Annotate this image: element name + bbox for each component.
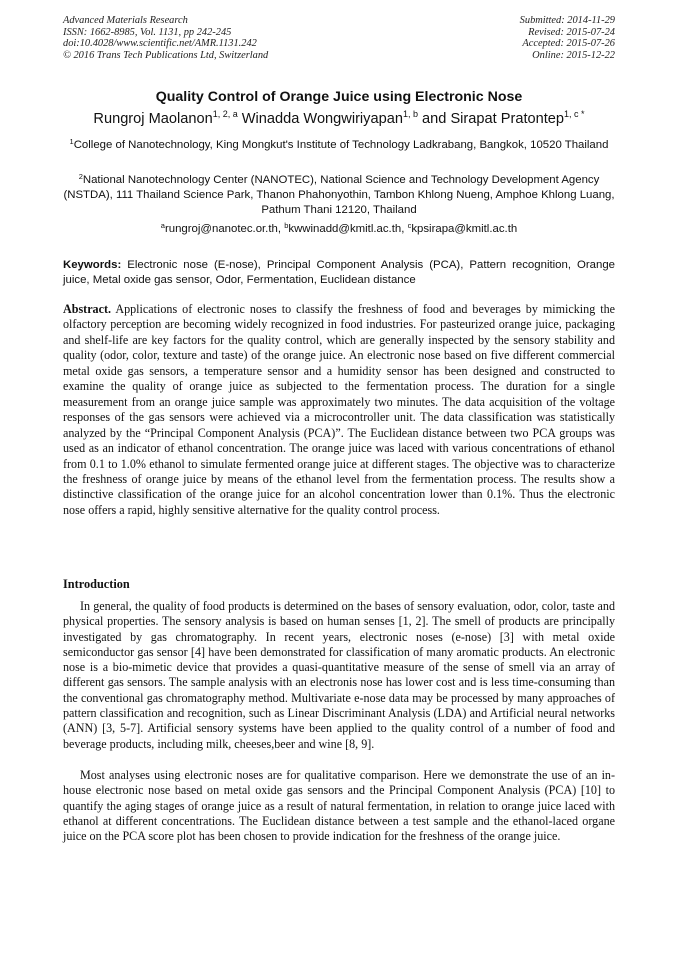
affiliation-sup: 1: [69, 137, 74, 146]
author-name: Sirapat Pratontep: [450, 111, 565, 127]
affiliation-sup: 2: [78, 172, 83, 181]
submitted-date: Submitted: 2014-11-29: [519, 15, 615, 26]
dates-header: [520, 15, 615, 61]
author-affil-sup: 1, b: [402, 109, 418, 119]
copyright-line: © 2016 Trans Tech Publications Ltd, Switzerland: [63, 49, 269, 61]
keywords-text: Electronic nose (E-nose), Principal Component Analysis (PCA), Pattern recognition, Orange juice, Metal oxide gas sensor, Odor, Fermentation, Euclidean distance: [63, 259, 616, 286]
affiliation-1: [63, 138, 615, 153]
affiliation-2: [63, 173, 615, 217]
introduction-heading: Introduction: [63, 577, 130, 591]
author-name: Rungroj Maolanon: [93, 111, 213, 127]
author-affil-sup: 1, c *: [564, 109, 585, 119]
email-link[interactable]: rungroj@nanotec.or.th,: [164, 223, 282, 235]
affiliation-text: National Nanotechnology Center (NANOTEC), National Science and Technology Development Agency (NSTDA), 111 Thailand Science Park, Thanon Phahonyothin, Tambon Khlong Nueng, Amphoe Khlong Luang, Pathum Thani 12120, Thailand: [63, 174, 615, 216]
abstract-text: Applications of electronic noses to classify the freshness of food and beverages by mimicking the olfactory perception are becoming widely recognized in food industries. For pasteurized orange juice, packaging and shelf-life are key factors for the quality control, which are generally inspected by the sensory stability and quality (odor, color, texture and taste) of the orange juice. An electronic nose based on five different commercial metal oxide gas sensors, a temperature sensor and a humidity sensor has been designed and constructed to examine the quality of orange juice as subjected to the fermentation process. The duration for a single measurement from an orange juice sample was approximately two minutes. The data acquisition of the voltage responses of the gas sensors were achieved via a microcontroller unit. The data classification was statistically analyzed by the “Principal Component Analysis (PCA)”. The Euclidean distance between two PCA groups was used as an indicator of ethanol concentration. The orange juice was laced with various concentrations of ethanol from 0.1 to 1.0% ethanol to simulate fermented orange juice at different stages. The objective was to characterize the freshness of orange juice by means of the ethanol level from the fermentation process. The results show a distinctive classification of the orange juice for an alcohol concentration lower than 0.1%. Thus the electronic nose offers a rapid, highly sensitive alternative for the quality control process.: [63, 302, 616, 517]
journal-name: Advanced Materials Research: [63, 15, 188, 26]
revised-date: Revised: 2015-07-24: [528, 26, 615, 38]
issn-line: ISSN: 1662-8985, Vol. 1131, pp 242-245: [63, 26, 232, 38]
abstract-block: [63, 302, 615, 518]
online-date: Online: 2015-12-22: [532, 49, 615, 61]
author-connector: and: [422, 111, 447, 127]
email-link[interactable]: kwwinadd@kmitl.ac.th,: [288, 223, 405, 235]
email-sup: a: [160, 221, 165, 230]
email-list: [63, 223, 615, 235]
author-list: [40, 111, 638, 127]
intro-paragraph-1: In general, the quality of food products is determined on the bases of sensory evaluation, odor, color, taste and physical properties. The sensory analysis is based on human senses [1, 2]. The smell of products are principally investigated by gas chromatography. In recent years, electronic noses (e-nose) [3] with metal oxide semiconductor gas sensor [4] have been demonstrated for classification of many aromatic products. An electronic nose is a bio-mimetic device that provides a quasi-quantitative measure of the sense of smell via an array of different gas sensors. The sample analysis with an electronis nose has lower cost and is less time-consuming than the conventional gas chromatography method. Multivariate e-nose data may be processed by many approaches of pattern classification and recognition, such as Linear Discriminant Analysis (LDA) and Artificial neural networks (ANN) [3, 5-7]. Artificial sensory systems have been applied to the quality control of a number of food and beverage products, including milk, cheeses,beer and wine [8, 9].: [63, 599, 615, 751]
paper-title: Quality Control of Orange Juice using Electronic Nose: [155, 89, 523, 105]
affiliation-text: College of Nanotechnology, King Mongkut's Institute of Technology Ladkrabang, Bangkok, 10520 Thailand: [73, 139, 609, 151]
doi-line: doi:10.4028/www.scientific.net/AMR.1131.242: [63, 38, 257, 49]
author-affil-sup: 1, 2, a: [212, 109, 238, 119]
accepted-date: Accepted: 2015-07-26: [522, 38, 615, 49]
email-sup: b: [284, 221, 289, 230]
intro-paragraph-2: Most analyses using electronic noses are for qualitative comparison. Here we demonstrate the use of an in-house electronic nose based on metal oxide gas sensors and the Principal Component Analysis (PCA) [10] to quantify the aging stages of orange juice as a result of natural fermentation, in relation to orange juice laced with ethanol at different concentrations. The Euclidean distance between a test sample and the ethanol-laced organe juice on the PCA score plot has been chosen to provide indication for the freshness of the orange juice.: [63, 768, 615, 844]
email-sup: c: [407, 221, 412, 230]
abstract-label: Abstract.: [63, 302, 112, 316]
keywords-block: [63, 258, 615, 288]
email-link[interactable]: kpsirapa@kmitl.ac.th: [411, 223, 518, 235]
keywords-label: Keywords:: [63, 259, 122, 271]
author-name: Winadda Wongwiriyapan: [241, 111, 403, 127]
journal-header: [63, 15, 268, 61]
